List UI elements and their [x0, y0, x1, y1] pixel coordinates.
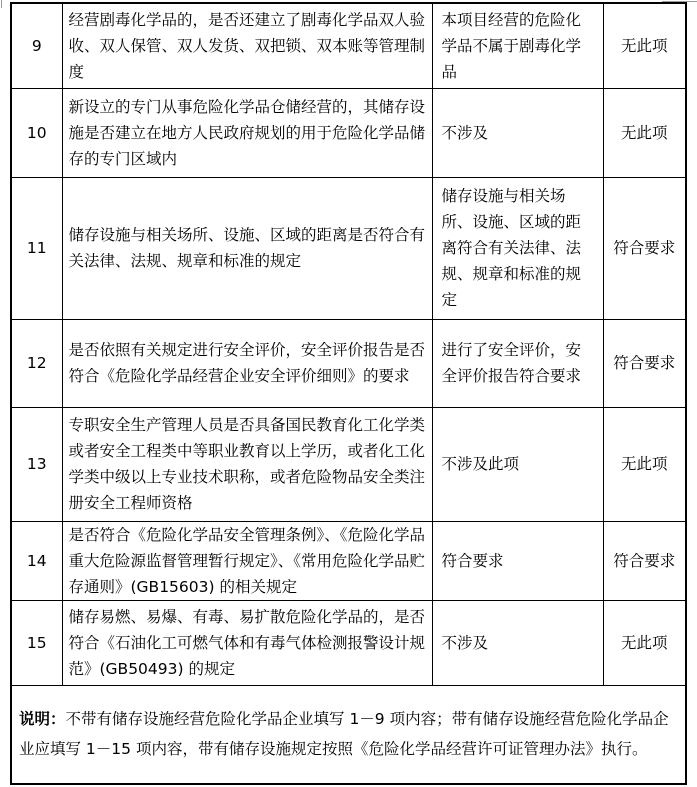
table-row — [11, 521, 686, 600]
row-number-cell: 12 — [11, 319, 62, 407]
item-cell: 专职安全生产管理人员是否具备国民教育化工化学类或者安全工程类中等职业教育以上学历，或者化工化学类中级以上专业技术职称，或者危险物品安全类注册安全工程师资格 — [62, 407, 432, 521]
item-cell: 储存设施与相关场所、设施、区域的距离是否符合有关法律、法规、规章和标准的规定 — [62, 177, 432, 319]
note-label: 说明： — [19, 710, 66, 729]
answer-cell: 不涉及 — [432, 88, 603, 177]
row-number-cell: 10 — [11, 88, 62, 177]
table-row — [11, 600, 686, 685]
conclusion-cell: 无此项 — [603, 407, 686, 521]
table-row — [11, 177, 686, 319]
row-number-cell: 11 — [11, 177, 62, 319]
item-cell: 储存易燃、易爆、有毒、易扩散危险化学品的，是否符合《石油化工可燃气体和有毒气体检测报警设计规范》(GB50493) 的规定 — [62, 600, 432, 685]
row-number-cell: 14 — [11, 521, 62, 600]
page-edge-artifact-left — [1, 0, 2, 8]
row-number-cell: 15 — [11, 600, 62, 685]
table-row — [11, 3, 686, 88]
note-text: 不带有储存设施经营危险化学品企业填写 1－9 项内容；带有储存设施经营危险化学品企业应填写 1－15 项内容，带有储存设施规定按照《危险化学品经营许可证管理办法》执行。 — [19, 710, 669, 759]
answer-cell: 储存设施与相关场所、设施、区域的距离符合有关法律、法规、规章和标准的规定 — [432, 177, 603, 319]
table-row — [11, 407, 686, 521]
note-cell — [11, 685, 686, 784]
note-row — [11, 685, 686, 784]
item-cell: 经营剧毒化学品的，是否还建立了剧毒化学品双人验收、双人保管、双人发货、双把锁、双本账等管理制度 — [62, 3, 432, 88]
inspection-table — [10, 2, 687, 785]
conclusion-cell: 无此项 — [603, 600, 686, 685]
answer-cell: 不涉及 — [432, 600, 603, 685]
item-cell: 是否符合《危险化学品安全管理条例》、《危险化学品重大危险源监督管理暂行规定》、《常用危险化学品贮存通则》(GB15603) 的相关规定 — [62, 521, 432, 600]
table-row — [11, 88, 686, 177]
answer-cell: 进行了安全评价，安全评价报告符合要求 — [432, 319, 603, 407]
conclusion-cell: 符合要求 — [603, 319, 686, 407]
answer-cell: 符合要求 — [432, 521, 603, 600]
row-number-cell: 9 — [11, 3, 62, 88]
conclusion-cell: 无此项 — [603, 88, 686, 177]
table-row — [11, 319, 686, 407]
item-cell: 是否依照有关规定进行安全评价，安全评价报告是否符合《危险化学品经营企业安全评价细则》的要求 — [62, 319, 432, 407]
conclusion-cell: 符合要求 — [603, 177, 686, 319]
conclusion-cell: 无此项 — [603, 3, 686, 88]
answer-cell: 不涉及此项 — [432, 407, 603, 521]
answer-cell: 本项目经营的危险化学品不属于剧毒化学品 — [432, 3, 603, 88]
item-cell: 新设立的专门从事危险化学品仓储经营的，其储存设施是否建立在地方人民政府规划的用于危险化学品储存的专门区域内 — [62, 88, 432, 177]
conclusion-cell: 符合要求 — [603, 521, 686, 600]
row-number-cell: 13 — [11, 407, 62, 521]
